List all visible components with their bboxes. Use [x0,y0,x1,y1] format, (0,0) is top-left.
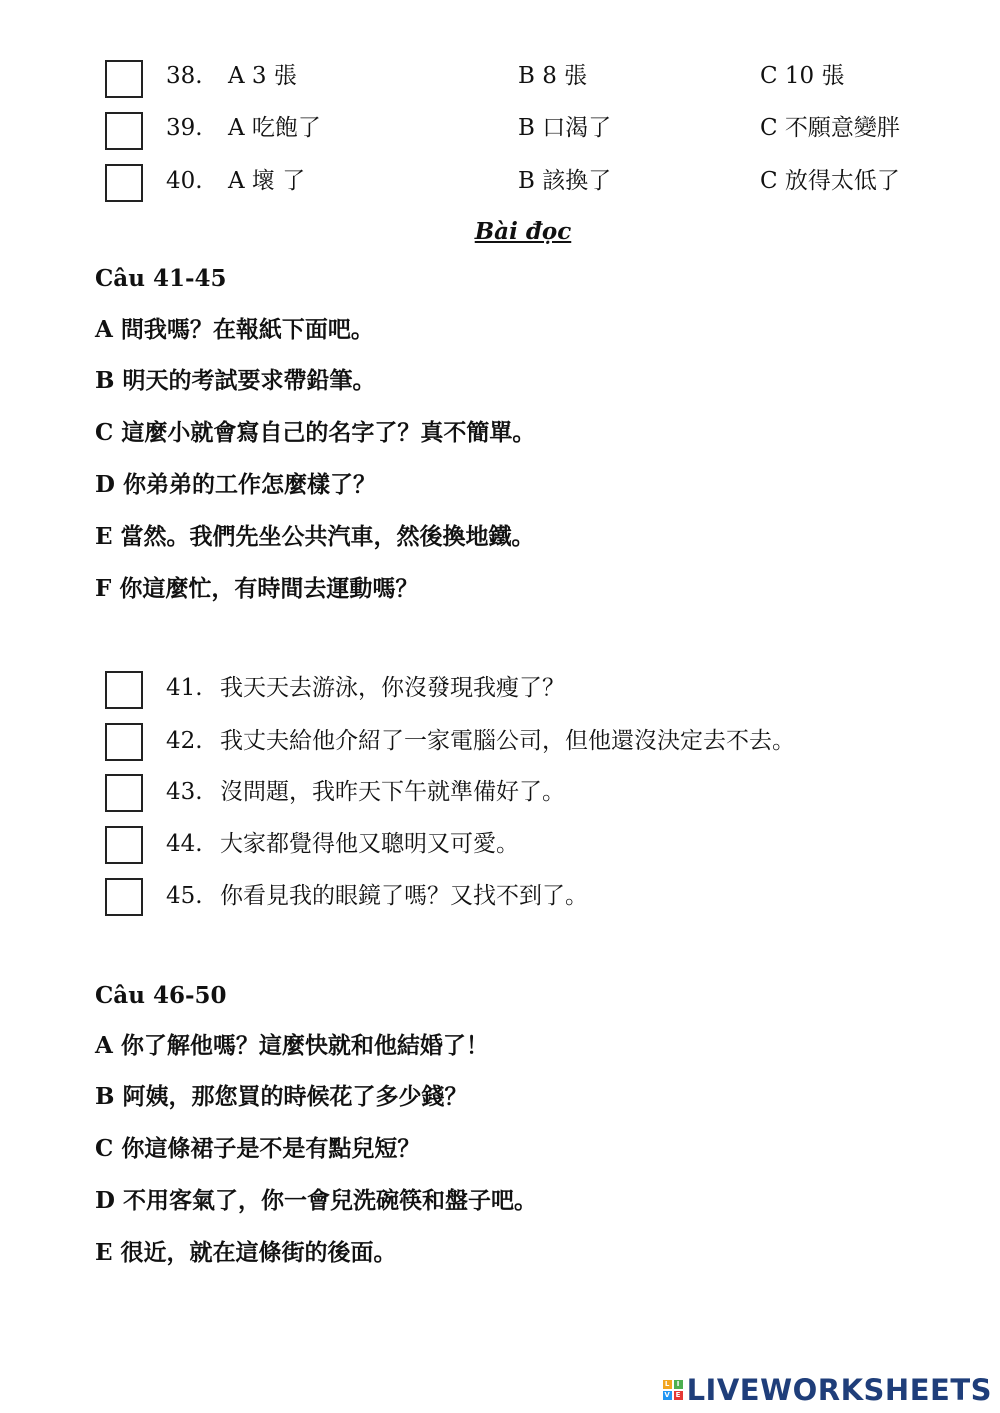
question-number: 40. [166,168,203,194]
option-line-c: C 這麼小就會寫自己的名字了？真不簡單。 [95,419,536,446]
question-number: 45. [166,883,203,909]
option-line-a: A 問我嗎？在報紙下面吧。 [95,316,374,343]
question-number: 39. [166,115,203,141]
option-line-d: D 不用客氣了，你一會兒洗碗筷和盤子吧。 [95,1187,537,1214]
question-text: 沒問題，我昨天下午就準備好了。 [220,779,565,805]
option-c: C 不願意變胖 [760,115,900,141]
answer-box-43[interactable] [105,774,143,812]
liveworksheets-logo [663,1373,992,1407]
answer-box-39[interactable] [105,112,143,150]
option-a: A 吃飽了 [228,115,321,141]
option-line-e: E 當然。我們先坐公共汽車，然後換地鐵。 [95,523,535,550]
option-b: B 該換了 [518,168,612,194]
brand-name: LIVEWORKSHEETS [686,1373,992,1407]
logo-grid-icon: L I V E [663,1380,683,1400]
option-line-a: A 你了解他嗎？這麼快就和他結婚了！ [95,1032,489,1059]
answer-box-45[interactable] [105,878,143,916]
question-number: 44. [166,831,203,857]
option-a: A 壞 了 [228,168,306,194]
question-text: 我丈夫給他介紹了一家電腦公司，但他還沒決定去不去。 [220,728,795,754]
option-c: C 放得太低了 [760,168,900,194]
option-line-b: B 明天的考試要求帶鉛筆。 [95,367,376,394]
option-b: B 8 張 [518,63,588,89]
reading-title: Bài đọc [474,218,572,245]
answer-box-38[interactable] [105,60,143,98]
section-heading-46-50: Câu 46-50 [95,982,227,1009]
question-text: 我天天去游泳，你沒發現我瘦了？ [220,675,565,701]
option-c: C 10 張 [760,63,845,89]
option-line-e: E 很近，就在這條街的後面。 [95,1239,397,1266]
question-number: 42. [166,728,203,754]
option-line-d: D 你弟弟的工作怎麼樣了？ [95,471,376,498]
question-number: 41. [166,675,203,701]
answer-box-44[interactable] [105,826,143,864]
option-b: B 口渴了 [518,115,612,141]
question-number: 43. [166,779,203,805]
question-number: 38. [166,63,203,89]
option-line-f: F 你這麼忙，有時間去運動嗎？ [95,575,419,602]
question-text: 你看見我的眼鏡了嗎？又找不到了。 [220,883,588,909]
option-line-c: C 你這條裙子是不是有點兒短？ [95,1135,421,1162]
answer-box-41[interactable] [105,671,143,709]
question-text: 大家都覺得他又聰明又可愛。 [220,831,519,857]
option-a: A 3 張 [228,63,297,89]
answer-box-40[interactable] [105,164,143,202]
answer-box-42[interactable] [105,723,143,761]
section-heading-41-45: Câu 41-45 [95,265,227,292]
option-line-b: B 阿姨，那您買的時候花了多少錢？ [95,1083,468,1110]
